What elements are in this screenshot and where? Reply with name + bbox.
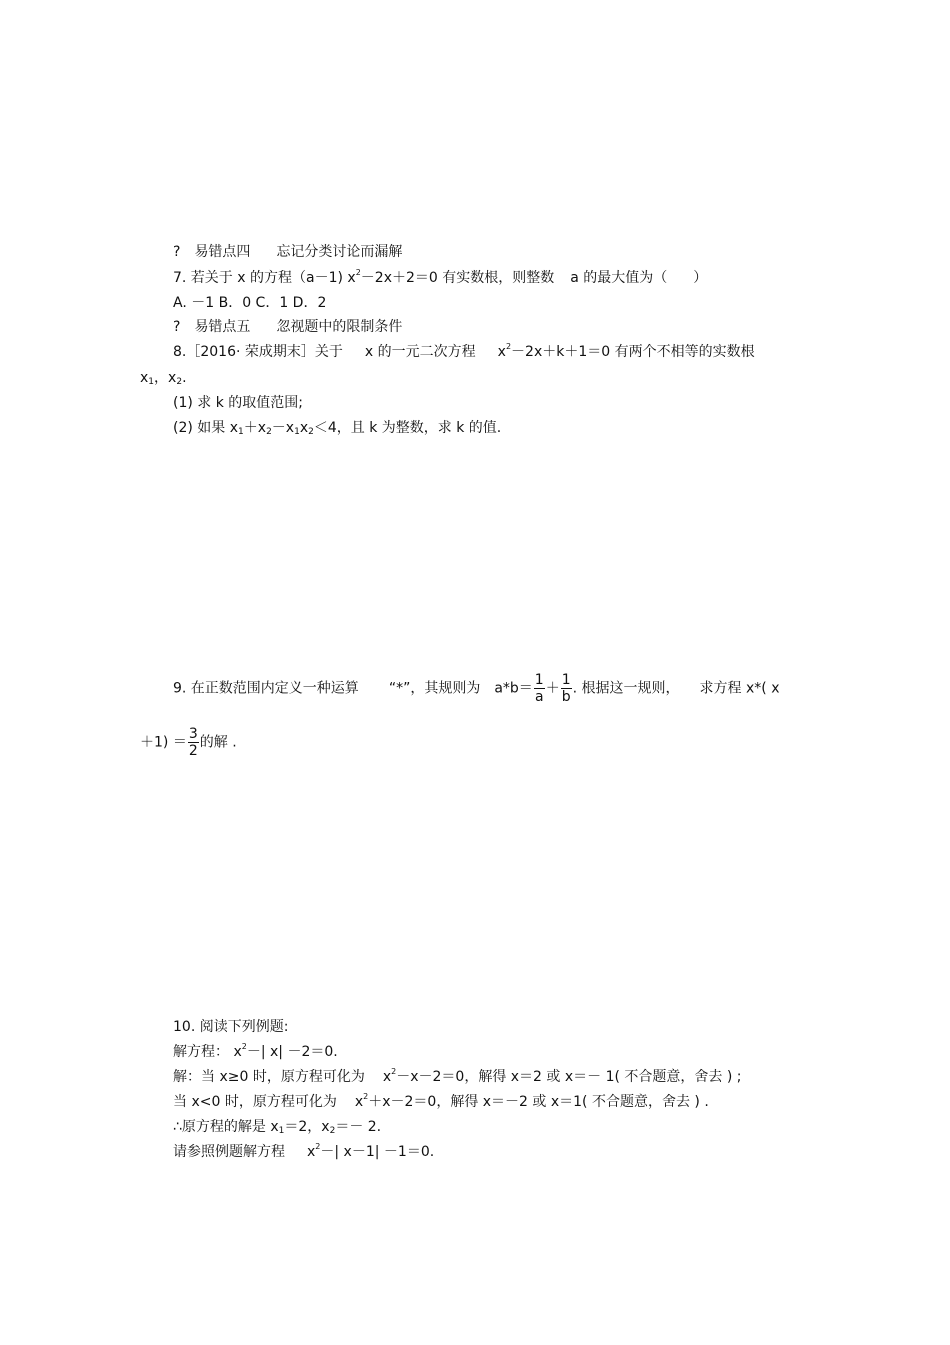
example-solution-case-2: 当 x<0 时，原方程可化为 $x^2+x-2=0$，解得 x＝－2 或 x＝1( 不合题意，舍去 ) . <box>173 1092 709 1110</box>
example-solution-case-1: 解：当 x≥0 时，原方程可化为 $x^2-x-2=0$，解得 x＝2 或 x＝－ 1( 不合题意，舍去 ) ; <box>173 1067 742 1085</box>
question-8-roots: $x_1$，$x_2$. <box>140 370 187 387</box>
question-8-part-2: (2) 如果 $x_1+x_2-x_1x_2<4$，且 k 为整数，求 k 的值. <box>173 420 502 437</box>
question-9-stem: 9. 在正数范围内定义一种运算 “*”，其规则为 a*b＝ $\frac{1}{a}$ ＋ $\frac{1}{b}$ . 根据这一规则， 求方程 x*( x <box>173 672 780 705</box>
fraction-1-over-b: $\frac{1}{b}$ <box>561 672 571 705</box>
section-heading-5 <box>173 318 402 336</box>
section-title: 忽视题中的限制条件 <box>276 319 403 335</box>
bullet-marker: ? <box>173 319 181 335</box>
question-8-stem: 8.［2016· 荣成期末］关于 x 的一元二次方程 $x^2-2x+k+1=0$ 有两个不相等的实数根 <box>173 342 755 360</box>
bullet-marker: ? <box>173 244 181 260</box>
question-8-part-1: (1) 求 k 的取值范围; <box>173 395 304 411</box>
section-label: 易错点四 <box>194 244 251 260</box>
section-label: 易错点五 <box>194 319 251 335</box>
example-conclusion: ∴原方程的解是 $x_1=2$，$x_2=- 2$. <box>173 1119 382 1136</box>
question-10-task: 请参照例题解方程 $x^2-|$ x－1| －1＝0. <box>173 1142 435 1160</box>
section-title: 忘记分类讨论而漏解 <box>276 244 403 260</box>
question-9-equation: ＋1) ＝ $\frac{3}{2}$ 的解 . <box>140 726 237 759</box>
question-10-title: 10. 阅读下列例题: <box>173 1019 289 1035</box>
fraction-1-over-a: $\frac{1}{a}$ <box>534 672 544 705</box>
section-heading-4 <box>173 243 402 261</box>
question-7-stem: 7. 若关于 x 的方程（a－1) $x^2-2x+2=0$ 有实数根，则整数 a 的最大值为（ ） <box>173 268 708 286</box>
question-7-options: A. －1 B．0 C．1 D．2 <box>173 295 327 311</box>
fraction-3-over-2: $\frac{3}{2}$ <box>188 726 198 759</box>
example-equation: 解方程： $x^2-|$ x| －2＝0. <box>173 1042 338 1060</box>
